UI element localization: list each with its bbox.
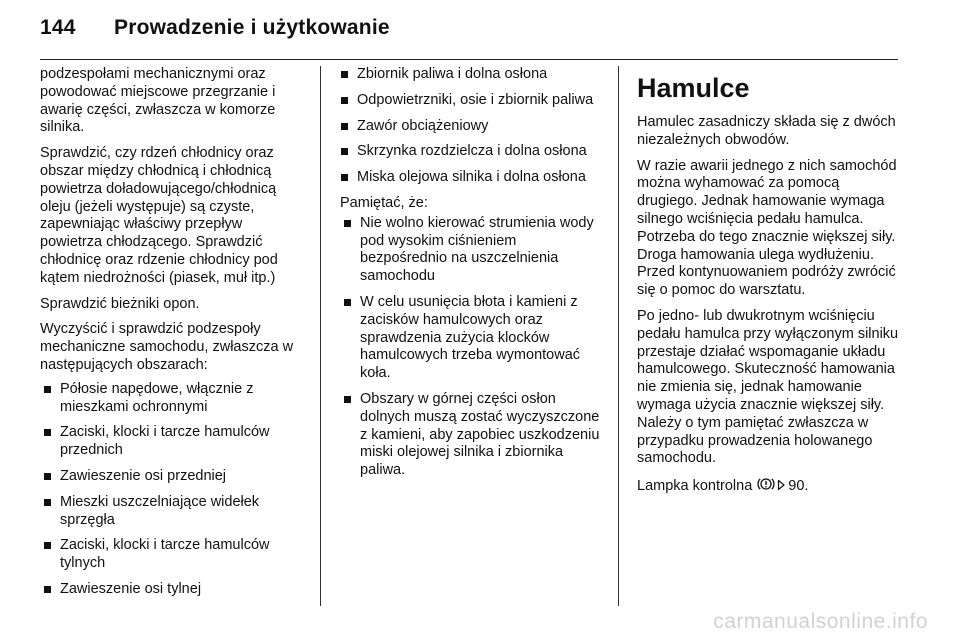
watermark: carmanualsonline.info [713, 610, 928, 633]
header-divider [40, 59, 898, 60]
paragraph: Hamulec zasadniczy składa się z dwóch niezależnych obwodów. [637, 114, 896, 148]
column-3 [637, 66, 902, 506]
column-1 [40, 66, 308, 607]
paragraph: Po jedno- lub dwukrotnym wciśnięciu pedału hamulca przy wyłączonym silniku przestaje działać wspomaganie układu hamulcowego. Skuteczność hamowania nie zmienia się, jednak hamowanie wymaga użycia znacznie większej siły. Należy o tym pamiętać zwłaszcza w przypadku prowadzenia holowanego samochodu. [637, 307, 899, 467]
inspection-list-continued [340, 66, 606, 187]
lamp-label: Lampka kontrolna [637, 478, 753, 495]
lamp-page-number: 90. [788, 478, 809, 495]
list-item: Zawieszenie osi przedniej [43, 468, 308, 486]
warning-lamp-reference [637, 476, 902, 498]
column-divider [320, 66, 321, 606]
brake-warning-icon [757, 476, 775, 498]
list-item: Półosie napędowe, włącznie z mieszkami ochronnymi [43, 381, 308, 417]
list-item: Nie wolno kierować strumienia wody pod wysokim ciśnieniem bezpośrednio na uszczelnienia samochodu [343, 215, 606, 286]
paragraph: podzespołami mechanicznymi oraz powodować miejscowe przegrzanie i awarię części, zwłaszcza w komorze silnika. [40, 66, 276, 136]
page-title: Prowadzenie i użytkowanie [114, 16, 390, 39]
inspection-list [40, 381, 308, 599]
list-item: Odpowietrzniki, osie i zbiornik paliwa [340, 92, 606, 110]
list-item: Zawieszenie osi tylnej [43, 581, 308, 599]
list-item: Zaciski, klocki i tarcze hamulców przednich [43, 424, 308, 460]
page-number: 144 [40, 16, 76, 39]
list-item: Mieszki uszczelniające widełek sprzęgła [43, 494, 308, 530]
paragraph: Sprawdzić bieżniki opon. [40, 295, 200, 312]
list-item: Miska olejowa silnika i dolna osłona [340, 169, 606, 187]
list-item: Skrzynka rozdzielcza i dolna osłona [340, 143, 606, 161]
remember-label: Pamiętać, że: [340, 194, 428, 211]
section-heading: Hamulce [637, 73, 750, 103]
list-item: W celu usunięcia błota i kamieni z zacisków hamulcowych oraz sprawdzenia zużycia klocków hamulcowych trzeba wymontować koła. [343, 294, 606, 383]
page-header [40, 16, 390, 44]
paragraph: Wyczyścić i sprawdzić podzespoły mechaniczne samochodu, zwłaszcza w następujących obszarach: [40, 321, 294, 373]
remember-list [340, 215, 606, 480]
paragraph: Sprawdzić, czy rdzeń chłodnicy oraz obszar między chłodnicą i chłodnicą powietrza doładowującego/chłodnicą oleju (jeżeli występuje) są czyste, zapewniając właściwy przepływ powietrza chłodzącego. Sprawdzić chłodnicę oraz rdzenie chłodnicy pod kątem niedrożności (piasek, muł itp.) [40, 145, 278, 286]
list-item: Zawór obciążeniowy [340, 118, 606, 136]
page-reference-icon [777, 479, 786, 497]
column-2 [340, 66, 606, 488]
column-divider [618, 66, 619, 606]
list-item: Zaciski, klocki i tarcze hamulców tylnych [43, 537, 308, 573]
list-item: Obszary w górnej części osłon dolnych muszą zostać wyczyszczone z kamieni, aby zapobiec uszkodzeniu miski olejowej silnika i zbiornika paliwa. [343, 391, 606, 480]
list-item: Zbiornik paliwa i dolna osłona [340, 66, 606, 84]
paragraph: W razie awarii jednego z nich samochód można wyhamować za pomocą drugiego. Jednak hamowanie wymaga silnego wciśnięcia pedału hamulca. Potrzeba do tego znacznie większej siły. Droga hamowania ulega wydłużeniu. Przed kontynuowaniem podróży zwrócić się o pomoc do warsztatu. [637, 157, 897, 299]
